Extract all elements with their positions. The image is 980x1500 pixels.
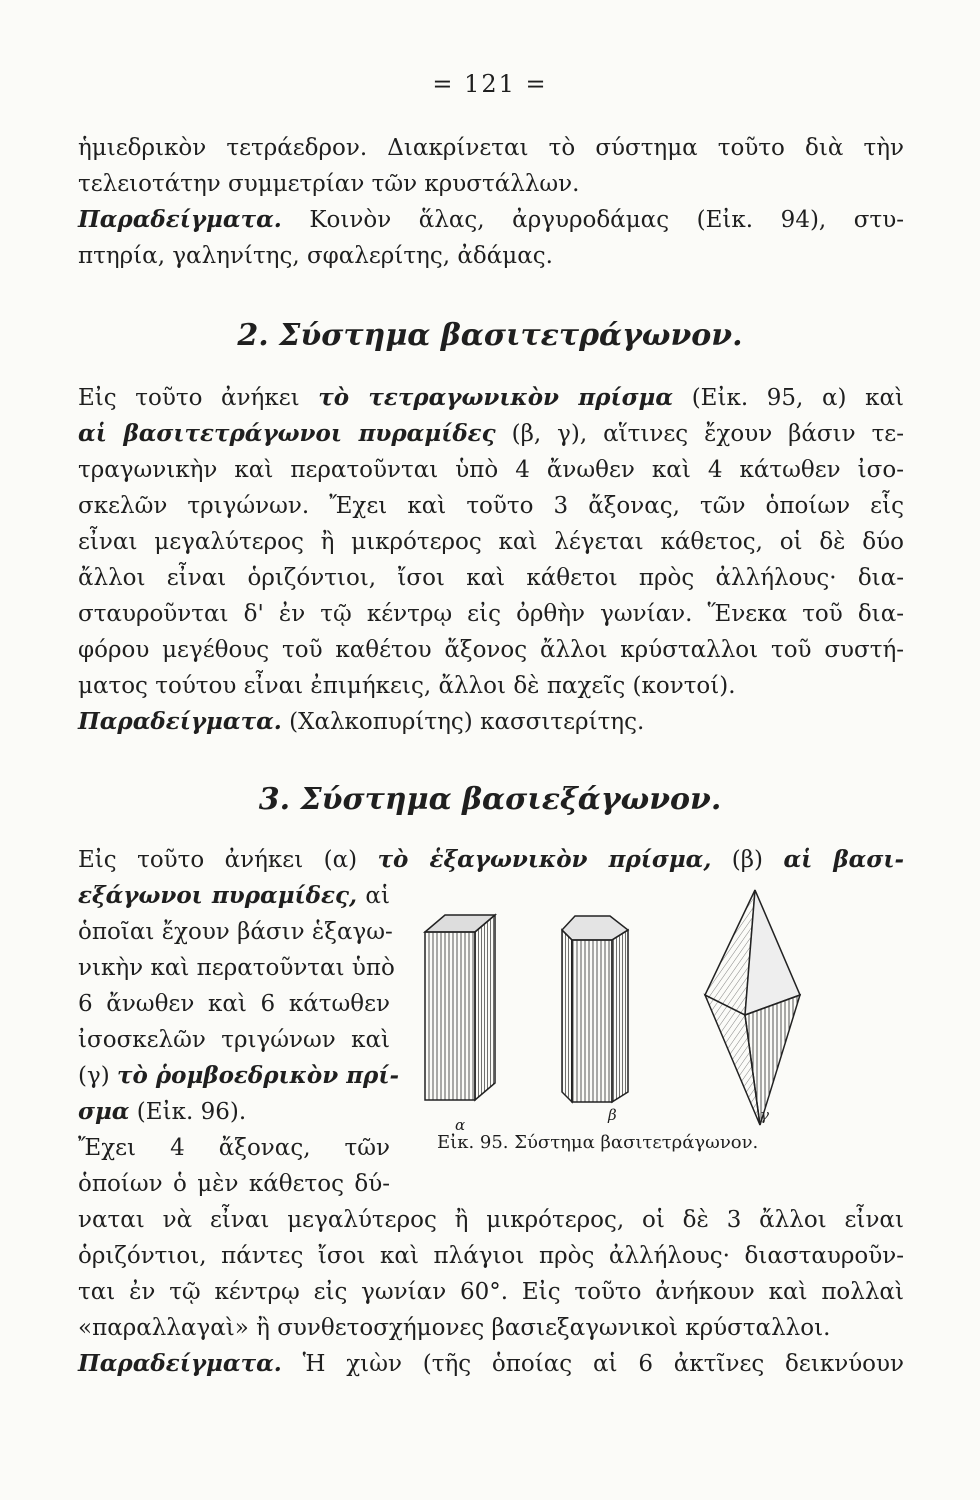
term: σμα (78, 1098, 130, 1125)
term: αἱ βασιτετράγωνοι πυραμίδες (78, 420, 496, 447)
text-span: Κοινὸν ἅλας, ἀργυροδάμας (Εἰκ. 94), στυ- (281, 207, 904, 233)
text-line: ματος τούτου εἶναι ἐπιμήκεις, ἄλλοι δὲ παχεῖς (κοντοί). (78, 673, 736, 699)
text-line: ὁριζόντιοι, πάντες ἴσοι καὶ πλάγιοι πρὸς ἀλλήλους· διασταυροῦν- (78, 1243, 904, 1269)
text-span: (Εἰκ. 95, α) καὶ (673, 385, 904, 411)
text-line (78, 1061, 400, 1091)
term: τὸ τετραγωνικὸν πρίσμα (318, 384, 674, 411)
label-alpha: α (455, 1116, 466, 1134)
text-span: (β, γ), αἵτινες ἔχουν βάσιν τε- (495, 421, 904, 447)
page-number: = 121 = (432, 70, 548, 98)
term: αἱ βασι- (783, 846, 904, 873)
bevelled-prism-drawing (562, 916, 628, 1102)
text-line: τραγωνικὴν καὶ περατοῦνται ὑπὸ 4 ἄνωθεν καὶ 4 κάτωθεν ἰσο- (78, 457, 904, 483)
text-line (78, 1349, 904, 1379)
example-label: Παραδείγματα. (78, 1350, 282, 1377)
text-line: «παραλλαγαὶ» ἢ συνθετοσχήμονες βασιεξαγωνικοὶ κρύσταλλοι. (78, 1315, 831, 1341)
text-line (78, 419, 904, 449)
text-line (78, 205, 904, 235)
text-line: σκελῶν τριγώνων. Ἔχει καὶ τοῦτο 3 ἄξονας, τῶν ὁποίων εἷς (78, 493, 904, 519)
text-span: (β) (711, 847, 784, 873)
text-line (78, 383, 904, 413)
text-line: ἡμιεδρικὸν τετράεδρον. Διακρίνεται τὸ σύστημα τοῦτο διὰ τὴν (78, 135, 904, 161)
term: εξάγωνοι πυραμίδες, (78, 882, 358, 909)
text-line: ὁποίων ὁ μὲν κάθετος δύ- (78, 1171, 390, 1197)
label-gamma: γ (760, 1106, 769, 1124)
figure-caption: Εἰκ. 95. Σύστημα βασιτετράγωνον. (437, 1132, 759, 1153)
text-span: (Χαλκοπυρίτης) κασσιτερίτης. (281, 709, 645, 735)
text-line: ται ἐν τῷ κέντρῳ εἰς γωνίαν 60°. Εἰς τοῦτο ἀνήκουν καὶ πολλαὶ (78, 1279, 904, 1305)
figure-95 (400, 880, 840, 1170)
text-line: 6 ἄνωθεν καὶ 6 κάτωθεν (78, 991, 390, 1017)
term: τὸ ῥομβοεδρικὸν πρί- (117, 1062, 400, 1089)
example-label: Παραδείγματα. (78, 206, 282, 233)
text-line: Ἔχει 4 ἄξονας, τῶν (78, 1135, 390, 1161)
bipyramid-drawing (705, 890, 800, 1125)
text-span: Εἰς τοῦτο ἀνήκει (78, 385, 319, 411)
text-line: σταυροῦνται δ' ἐν τῷ κέντρῳ εἰς ὀρθὴν γωνίαν. Ἕνεκα τοῦ δια- (78, 601, 904, 627)
tetragonal-prism-drawing (425, 915, 495, 1100)
text-line: ἄλλοι εἶναι ὁριζόντιοι, ἴσοι καὶ κάθετοι πρὸς ἀλλήλους· δια- (78, 565, 904, 591)
term: τὸ ἑξαγωνικὸν πρίσμα, (377, 846, 712, 873)
example-label: Παραδείγματα. (78, 708, 282, 735)
text-span: (γ) (78, 1063, 118, 1089)
crystal-drawings (400, 880, 840, 1130)
text-line (78, 1097, 390, 1127)
text-line: φόρου μεγέθους τοῦ καθέτου ἄξονος ἄλλοι κρύσταλλοι τοῦ συστή- (78, 637, 904, 663)
text-span: Εἰς τοῦτο ἀνήκει (α) (78, 847, 378, 873)
text-line: ναται νὰ εἶναι μεγαλύτερος ἢ μικρότερος, οἱ δὲ 3 ἄλλοι εἶναι (78, 1207, 904, 1233)
section-heading: 3. Σύστημα βασιεξάγωνον. (258, 782, 722, 817)
text-span: Ἡ χιὼν (τῆς ὁποίας αἱ 6 ἀκτῖνες δεικνύουν (281, 1351, 904, 1377)
text-line (78, 845, 904, 875)
text-line: ὁποῖαι ἔχουν βάσιν ἑξαγω- (78, 919, 393, 945)
text-line (78, 881, 390, 911)
text-line: νικὴν καὶ περατοῦνται ὑπὸ (78, 955, 395, 981)
text-line: πτηρία, γαληνίτης, σφαλερίτης, ἀδάμας. (78, 243, 553, 269)
text-span: (Εἰκ. 96). (129, 1099, 247, 1125)
text-line: ἰσοσκελῶν τριγώνων καὶ (78, 1027, 390, 1053)
text-span: αἱ (357, 883, 390, 909)
section-heading: 2. Σύστημα βασιτετράγωνον. (237, 318, 743, 353)
label-beta: β (608, 1106, 617, 1124)
text-line: τελειοτάτην συμμετρίαν τῶν κρυστάλλων. (78, 171, 580, 197)
text-line: εἶναι μεγαλύτερος ἢ μικρότερος καὶ λέγεται κάθετος, οἱ δὲ δύο (78, 529, 904, 555)
text-line (78, 707, 904, 737)
